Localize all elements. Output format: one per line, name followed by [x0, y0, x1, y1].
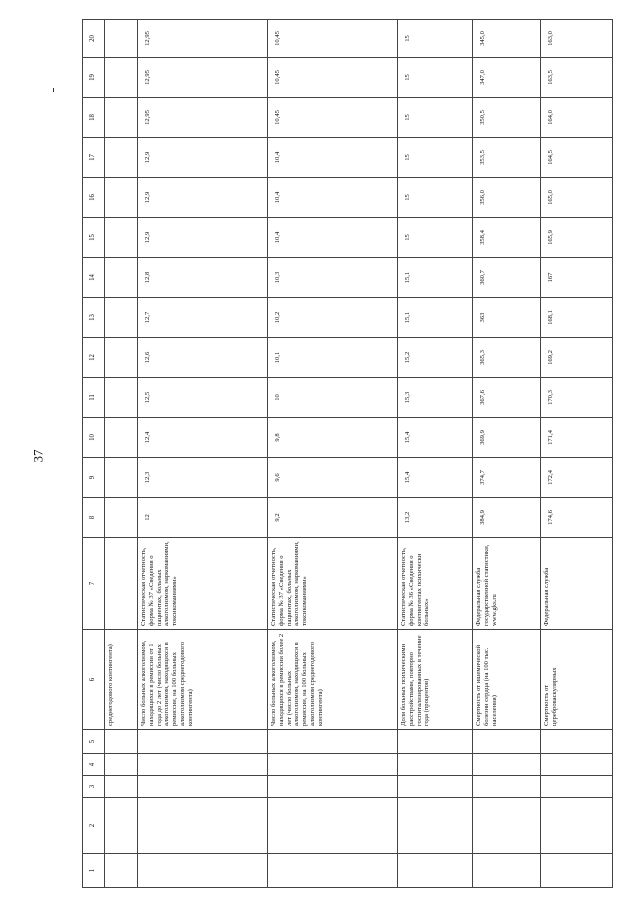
empty-cell	[268, 776, 398, 798]
empty-cell	[541, 754, 613, 776]
indicator-cell: Число больных алкоголизмом, находящихся в ремиссии более 2 лет (число больных алкоголизмом, находящихся в ремиссии, на 100 больных алкоголизмом среднегодового контингента)	[268, 630, 398, 730]
value-cell	[105, 178, 138, 218]
empty-cell	[268, 798, 398, 854]
value-cell: 356,0	[473, 178, 541, 218]
value-cell	[105, 418, 138, 458]
empty-cell	[398, 854, 473, 888]
empty-cell	[138, 730, 268, 754]
empty-cell	[398, 798, 473, 854]
column-header: 16	[83, 178, 105, 218]
value-cell: 12,95	[138, 20, 268, 58]
column-header: 12	[83, 338, 105, 378]
value-cell: 12	[138, 498, 268, 538]
value-cell: 168,1	[541, 298, 613, 338]
value-cell: 10,45	[268, 98, 398, 138]
column-header: 13	[83, 298, 105, 338]
empty-cell	[541, 854, 613, 888]
page-number: 37	[30, 449, 46, 463]
empty-cell	[138, 854, 268, 888]
empty-cell	[105, 776, 138, 798]
value-cell: 345,0	[473, 20, 541, 58]
column-header: 7	[83, 538, 105, 630]
empty-cell	[268, 754, 398, 776]
empty-cell	[473, 730, 541, 754]
value-cell: 15,4	[398, 458, 473, 498]
value-cell: 12,4	[138, 418, 268, 458]
value-cell: 12,9	[138, 138, 268, 178]
header-row	[83, 20, 105, 888]
table-row	[268, 20, 398, 888]
value-cell: 15,1	[398, 258, 473, 298]
value-cell: 365,3	[473, 338, 541, 378]
column-header: 1	[83, 854, 105, 888]
value-cell: 172,4	[541, 458, 613, 498]
empty-cell	[541, 798, 613, 854]
value-cell: 374,7	[473, 458, 541, 498]
value-cell: 10,4	[268, 178, 398, 218]
value-cell: 358,4	[473, 218, 541, 258]
empty-cell	[105, 854, 138, 888]
value-cell: 367,6	[473, 378, 541, 418]
value-cell: 12,7	[138, 298, 268, 338]
value-cell: 12,9	[138, 218, 268, 258]
value-cell: 163,5	[541, 58, 613, 98]
indicator-cell: Смертность от цереброваскулярных	[541, 630, 613, 730]
empty-cell	[473, 776, 541, 798]
value-cell: 165,9	[541, 218, 613, 258]
source-cell: Статистическая отчетность, форма № 37 «Сведения о пациентах, больных алкоголизмом, наркоманиями, токсикоманиями»	[138, 538, 268, 630]
value-cell: 165,0	[541, 178, 613, 218]
value-cell: 10	[268, 378, 398, 418]
column-header: 3	[83, 776, 105, 798]
value-cell: 369,9	[473, 418, 541, 458]
empty-cell	[105, 730, 138, 754]
indicator-cell: среднегодового контингента)	[105, 630, 138, 730]
column-header: 10	[83, 418, 105, 458]
margin-mark	[53, 88, 54, 92]
value-cell: 9,2	[268, 498, 398, 538]
column-header: 2	[83, 798, 105, 854]
column-header: 15	[83, 218, 105, 258]
value-cell: 353,5	[473, 138, 541, 178]
empty-cell	[473, 798, 541, 854]
value-cell: 10,3	[268, 258, 398, 298]
value-cell	[105, 458, 138, 498]
value-cell: 363	[473, 298, 541, 338]
table-row	[541, 20, 613, 888]
empty-cell	[105, 798, 138, 854]
value-cell: 15,3	[398, 378, 473, 418]
value-cell: 12,3	[138, 458, 268, 498]
value-cell: 10,2	[268, 298, 398, 338]
empty-cell	[138, 798, 268, 854]
source-cell	[105, 538, 138, 630]
value-cell: 174,6	[541, 498, 613, 538]
value-cell: 163,0	[541, 20, 613, 58]
value-cell: 164,0	[541, 98, 613, 138]
source-cell: Статистическая отчетность, форма № 36 «Сведения о контингентах психически больных»	[398, 538, 473, 630]
column-header: 14	[83, 258, 105, 298]
column-header: 6	[83, 630, 105, 730]
table-row	[398, 20, 473, 888]
value-cell: 12,8	[138, 258, 268, 298]
empty-cell	[398, 776, 473, 798]
indicator-cell: Смертность от ишемической болезни сердца (на 100 тыс. населения)	[473, 630, 541, 730]
value-cell: 15,4	[398, 418, 473, 458]
value-cell: 167	[541, 258, 613, 298]
column-header: 8	[83, 498, 105, 538]
value-cell: 15	[398, 20, 473, 58]
value-cell: 360,7	[473, 258, 541, 298]
value-cell: 10,1	[268, 338, 398, 378]
value-cell	[105, 498, 138, 538]
value-cell: 15,2	[398, 338, 473, 378]
value-cell	[105, 258, 138, 298]
empty-cell	[541, 776, 613, 798]
source-cell: Федеральная служба	[541, 538, 613, 630]
table-row	[138, 20, 268, 888]
value-cell: 164,5	[541, 138, 613, 178]
value-cell: 10,45	[268, 58, 398, 98]
empty-cell	[268, 854, 398, 888]
value-cell: 12,9	[138, 178, 268, 218]
column-header: 9	[83, 458, 105, 498]
column-header: 4	[83, 754, 105, 776]
value-cell: 10,4	[268, 218, 398, 258]
value-cell: 169,2	[541, 338, 613, 378]
value-cell	[105, 218, 138, 258]
column-header: 19	[83, 58, 105, 98]
column-header: 11	[83, 378, 105, 418]
value-cell: 170,3	[541, 378, 613, 418]
value-cell: 12,95	[138, 58, 268, 98]
value-cell: 15	[398, 98, 473, 138]
value-cell	[105, 138, 138, 178]
value-cell: 171,4	[541, 418, 613, 458]
empty-cell	[138, 754, 268, 776]
empty-cell	[473, 854, 541, 888]
value-cell: 12,95	[138, 98, 268, 138]
table-body	[83, 20, 613, 888]
value-cell: 384,9	[473, 498, 541, 538]
empty-cell	[398, 754, 473, 776]
empty-cell	[541, 730, 613, 754]
value-cell	[105, 378, 138, 418]
value-cell: 15,1	[398, 298, 473, 338]
indicator-cell: Число больных алкоголизмом, находящихся в ремиссии от 1 года до 2 лет (число больных алкоголизмом, находящихся в ремиссии, на 100 больных алкоголизмом среднегодового контингента)	[138, 630, 268, 730]
empty-cell	[473, 754, 541, 776]
empty-cell	[398, 730, 473, 754]
indicator-cell: Доля больных психическими расстройствами, повторно госпитализированных в течение года (процентов)	[398, 630, 473, 730]
value-cell: 10,4	[268, 138, 398, 178]
value-cell: 350,5	[473, 98, 541, 138]
empty-cell	[138, 776, 268, 798]
value-cell	[105, 58, 138, 98]
value-cell: 9,8	[268, 418, 398, 458]
column-header: 20	[83, 20, 105, 58]
value-cell: 15	[398, 218, 473, 258]
value-cell: 15	[398, 138, 473, 178]
indicator-table	[82, 19, 613, 888]
rotated-table-container	[82, 20, 612, 888]
value-cell: 15	[398, 58, 473, 98]
value-cell: 9,6	[268, 458, 398, 498]
column-header: 18	[83, 98, 105, 138]
table-row	[105, 20, 138, 888]
empty-cell	[268, 730, 398, 754]
empty-cell	[105, 754, 138, 776]
value-cell: 12,5	[138, 378, 268, 418]
value-cell: 15	[398, 178, 473, 218]
column-header: 17	[83, 138, 105, 178]
value-cell: 12,6	[138, 338, 268, 378]
value-cell: 13,2	[398, 498, 473, 538]
source-cell: Статистическая отчетность, форма № 37 «Сведения о пациентах, больных алкоголизмом, наркоманиями, токсикоманиями»	[268, 538, 398, 630]
value-cell	[105, 98, 138, 138]
table-row	[473, 20, 541, 888]
column-header: 5	[83, 730, 105, 754]
value-cell: 347,0	[473, 58, 541, 98]
source-cell: Федеральная служба государственной статистики, www.gks.ru	[473, 538, 541, 630]
value-cell	[105, 298, 138, 338]
value-cell: 10,45	[268, 20, 398, 58]
value-cell	[105, 20, 138, 58]
value-cell	[105, 338, 138, 378]
